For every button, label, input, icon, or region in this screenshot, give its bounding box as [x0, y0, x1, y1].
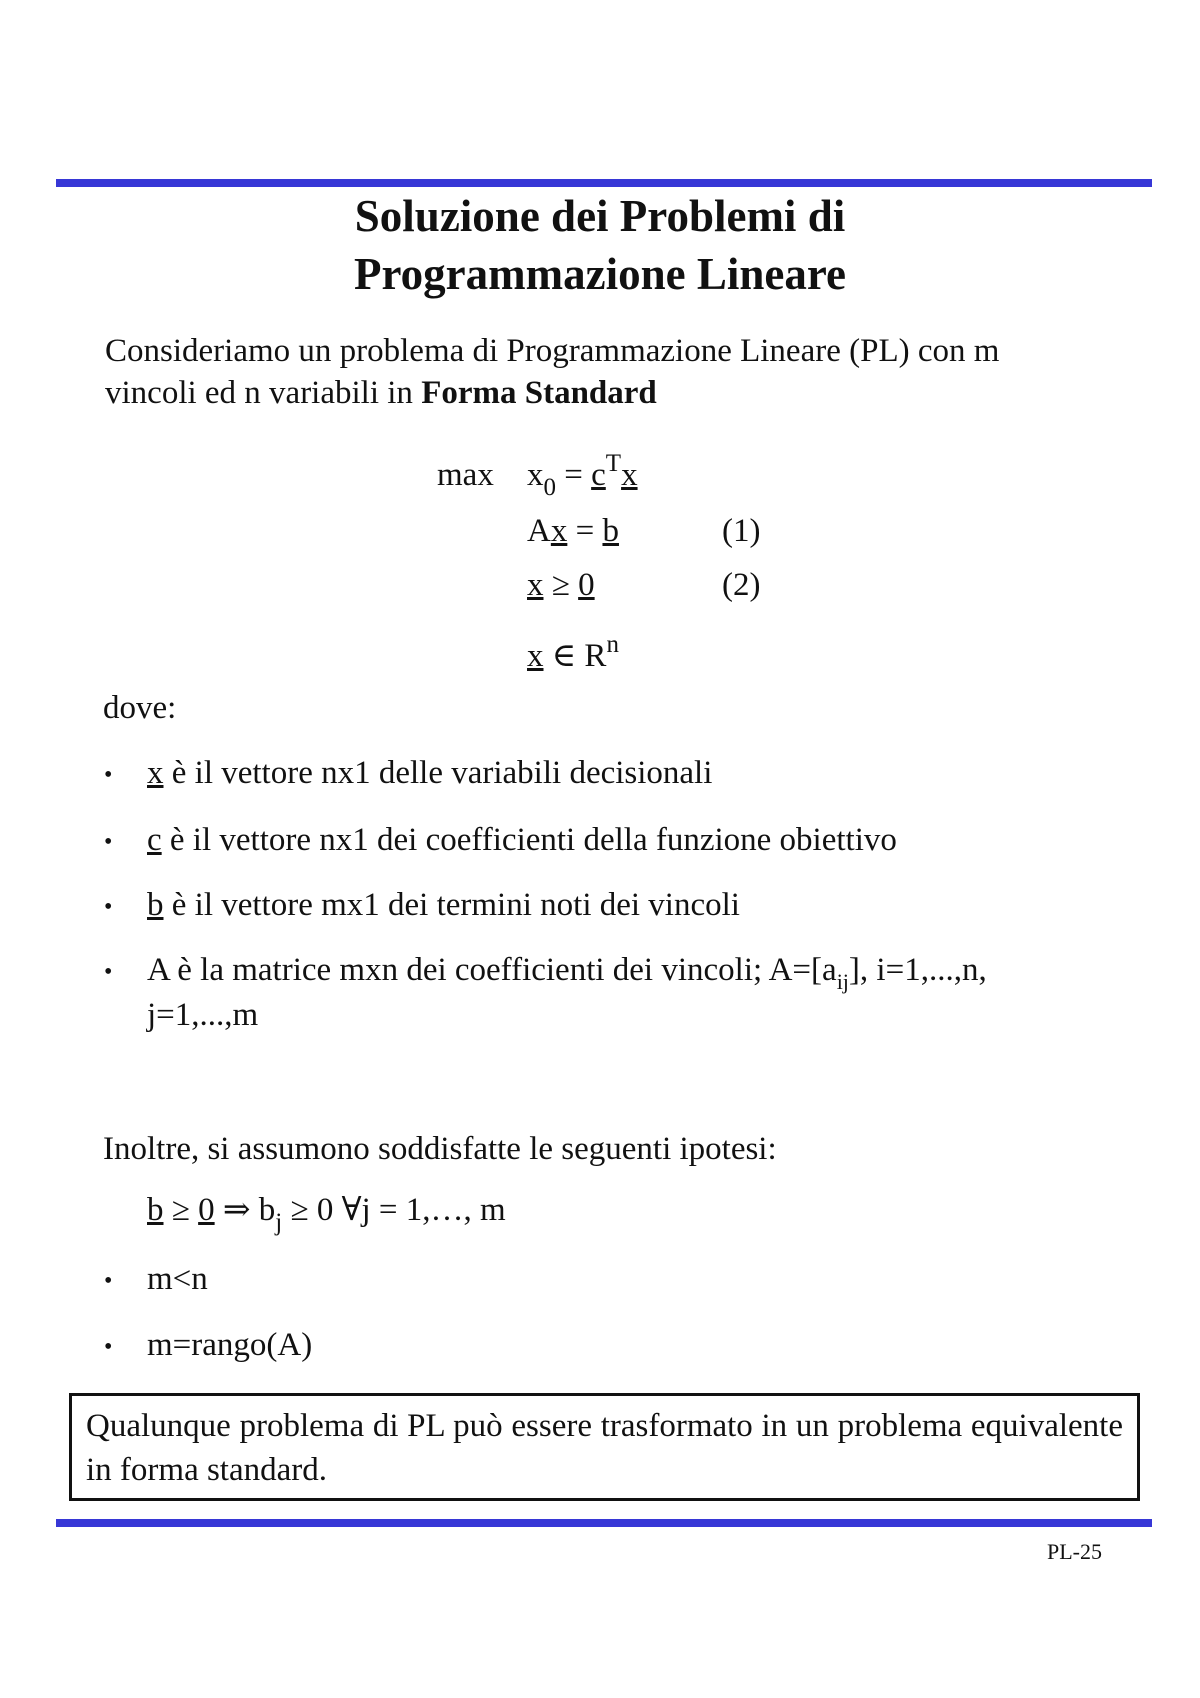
where-item-3-text: è il vettore mx1 dei termini noti dei vincoli [163, 887, 740, 923]
where-item-4-line-2: j=1,...,m [147, 997, 259, 1033]
where-item-3 [147, 885, 740, 925]
constraint-1-x: x [550, 513, 568, 549]
hypothesis-3: m=rango(A) [147, 1327, 313, 1363]
bullet-icon: • [104, 1268, 113, 1294]
where-item-2-var: c [147, 822, 162, 858]
objective-transpose: T [605, 450, 622, 477]
constraint-2-number: (2) [722, 567, 761, 603]
objective-x0-var: x [527, 457, 544, 493]
hypothesis-1 [147, 1190, 506, 1236]
intro-line-2 [105, 373, 657, 413]
page-title-line-1: Soluzione dei Problemi di [354, 191, 846, 241]
constraint-1-A: A [527, 513, 551, 549]
where-item-1 [147, 753, 712, 793]
constraint-1-eq: = [567, 513, 603, 549]
hypothesis-1-op: ≥ [163, 1192, 199, 1228]
bullet-icon: • [104, 762, 113, 788]
where-item-4-text-b: ], i=1,...,n, [848, 952, 987, 988]
constraint-2-x: x [527, 567, 544, 603]
hypothesis-1-implies: ⇒ b [214, 1192, 276, 1228]
hypothesis-1-sub: j [275, 1209, 283, 1236]
objective-function [527, 450, 638, 501]
domain-in-R: ∈ R [543, 638, 607, 674]
intro-line-1: Consideriamo un problema di Programmazione Lineare (PL) con m [105, 333, 1000, 369]
top-blue-rule [56, 179, 1152, 187]
bottom-blue-rule [56, 1519, 1152, 1527]
domain-constraint [527, 631, 619, 679]
where-item-1-var: x [147, 755, 164, 791]
bullet-icon: • [104, 894, 113, 920]
intro-forma-standard: Forma Standard [421, 375, 657, 411]
where-item-2-text: è il vettore nx1 dei coefficienti della funzione obiettivo [161, 822, 897, 858]
hypothesis-1-b: b [147, 1192, 164, 1228]
where-item-4-text-a: A è la matrice mxn dei coefficienti dei vincoli; A=[a [147, 952, 837, 988]
hypothesis-2: m<n [147, 1261, 208, 1297]
objective-x0-sub: 0 [543, 474, 556, 501]
where-label: dove: [103, 690, 177, 726]
where-item-3-var: b [147, 887, 164, 923]
constraint-2-op: ≥ [543, 567, 579, 603]
where-item-2 [147, 820, 897, 860]
domain-exponent: n [606, 631, 619, 658]
where-item-4-sub: ij [836, 969, 849, 994]
constraint-2 [527, 565, 595, 605]
constraint-2-zero: 0 [578, 567, 595, 603]
where-item-4 [147, 950, 987, 993]
where-item-1-text: è il vettore nx1 delle variabili decisionali [163, 755, 713, 791]
standard-form-note-box [69, 1393, 1140, 1501]
objective-c: c [591, 457, 606, 493]
constraint-1-number: (1) [722, 513, 761, 549]
bullet-icon: • [104, 829, 113, 855]
bullet-icon: • [104, 959, 113, 985]
page-title-line-2: Programmazione Lineare [354, 249, 846, 299]
objective-eq: = [556, 457, 592, 493]
hypothesis-1-rest: ≥ 0 ∀j = 1,…, m [282, 1192, 506, 1228]
constraint-1-b: b [602, 513, 619, 549]
standard-form-note-text: Qualunque problema di PL può essere trasformato in un problema equivalente in forma standard. [86, 1408, 1123, 1488]
hypothesis-1-zero: 0 [198, 1192, 215, 1228]
objective-x: x [621, 457, 638, 493]
constraint-1 [527, 511, 619, 551]
intro-line-2-text: vincoli ed n variabili in [105, 375, 422, 411]
bullet-icon: • [104, 1334, 113, 1360]
page-number: PL-25 [1047, 1539, 1102, 1564]
domain-x: x [527, 638, 544, 674]
hypotheses-label: Inoltre, si assumono soddisfatte le seguenti ipotesi: [103, 1131, 777, 1167]
max-label: max [437, 457, 494, 493]
